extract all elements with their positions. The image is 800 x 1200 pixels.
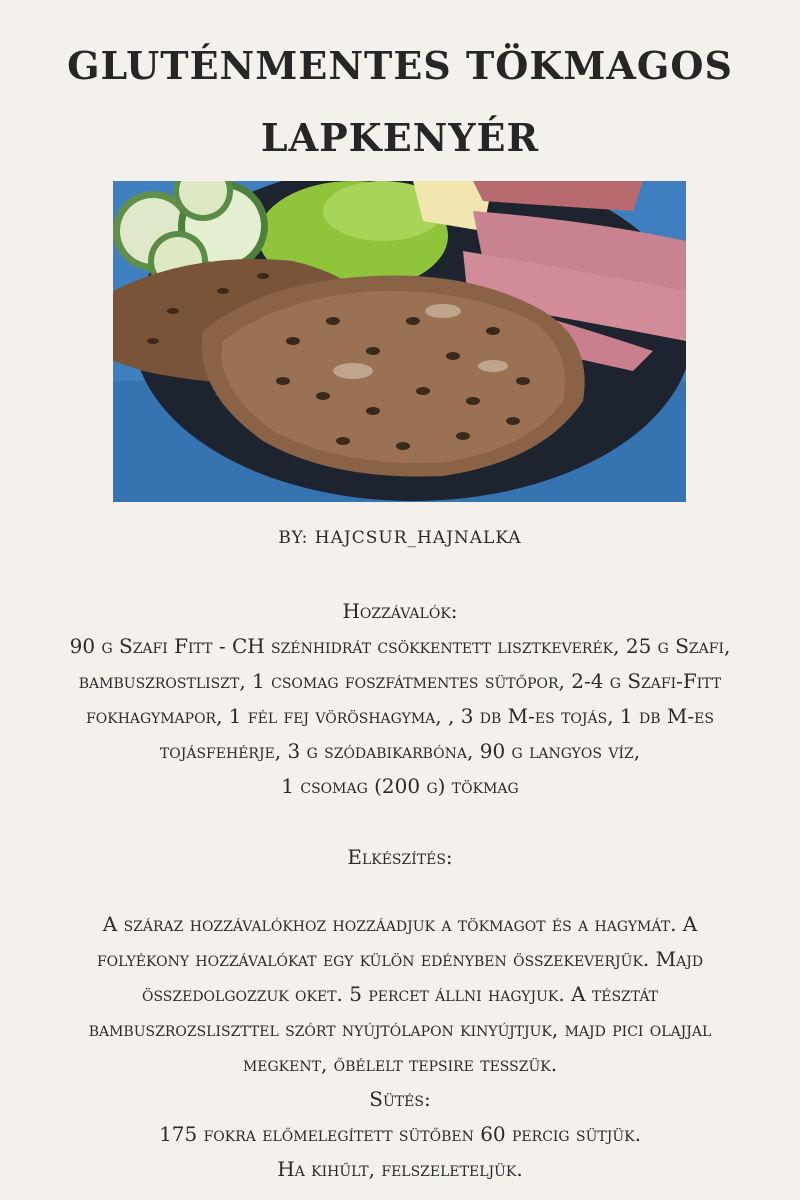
preparation-line: folyékony hozzávalókat egy külön edényben összekeverjük. Majd: [96, 947, 704, 971]
preparation-line: megkent, őbélelt tepsire tesszük.: [242, 1052, 558, 1076]
ingredients-heading: Hozzávalók:: [342, 599, 458, 623]
title-line-2: LAPKENYÉR: [260, 115, 540, 160]
preparation-text: [10, 907, 790, 1187]
baking-line: Ha kihűlt, felszeleteljük.: [277, 1157, 523, 1181]
ingredients-line: 90 g Szafi Fitt - CH szénhidrát csökkentett lisztkeverék, 25 g Szafi,: [69, 634, 731, 658]
ingredients-line: bambuszrostliszt, 1 csomag foszfátmentes sütőpor, 2-4 g Szafi-Fitt: [78, 669, 722, 693]
author-byline: BY: HAJCSUR_HAJNALKA: [278, 528, 522, 548]
recipe-title: [0, 30, 800, 174]
preparation-line: bambuszrozsliszttel szórt nyújtólapon kinyújtjuk, majd pici olajjal: [88, 1017, 712, 1041]
ingredients-list: [10, 629, 790, 804]
preparation-line: összedolgozzuk oket. 5 percet állni hagyjuk. A tésztát: [141, 982, 659, 1006]
ingredients-line: fokhagymapor, 1 fél fej vöröshagyma, , 3 db M-es tojás, 1 db M-es: [86, 704, 714, 728]
baking-heading: Sütés:: [369, 1087, 431, 1111]
preparation-line: A száraz hozzávalókhoz hozzáadjuk a tökmagot és a hagymát. A: [102, 912, 698, 936]
ingredients-line: tojásfehérje, 3 g szódabikarbóna, 90 g langyos víz,: [159, 739, 641, 763]
recipe-photo: [113, 181, 686, 502]
baking-line: 175 fokra előmelegített sütőben 60 percig sütjük.: [159, 1122, 641, 1146]
ingredients-line: 1 csomag (200 g) tökmag: [281, 774, 519, 798]
title-line-1: GLUTÉNMENTES TÖKMAGOS: [67, 43, 733, 88]
preparation-heading: Elkészítés:: [347, 845, 453, 869]
